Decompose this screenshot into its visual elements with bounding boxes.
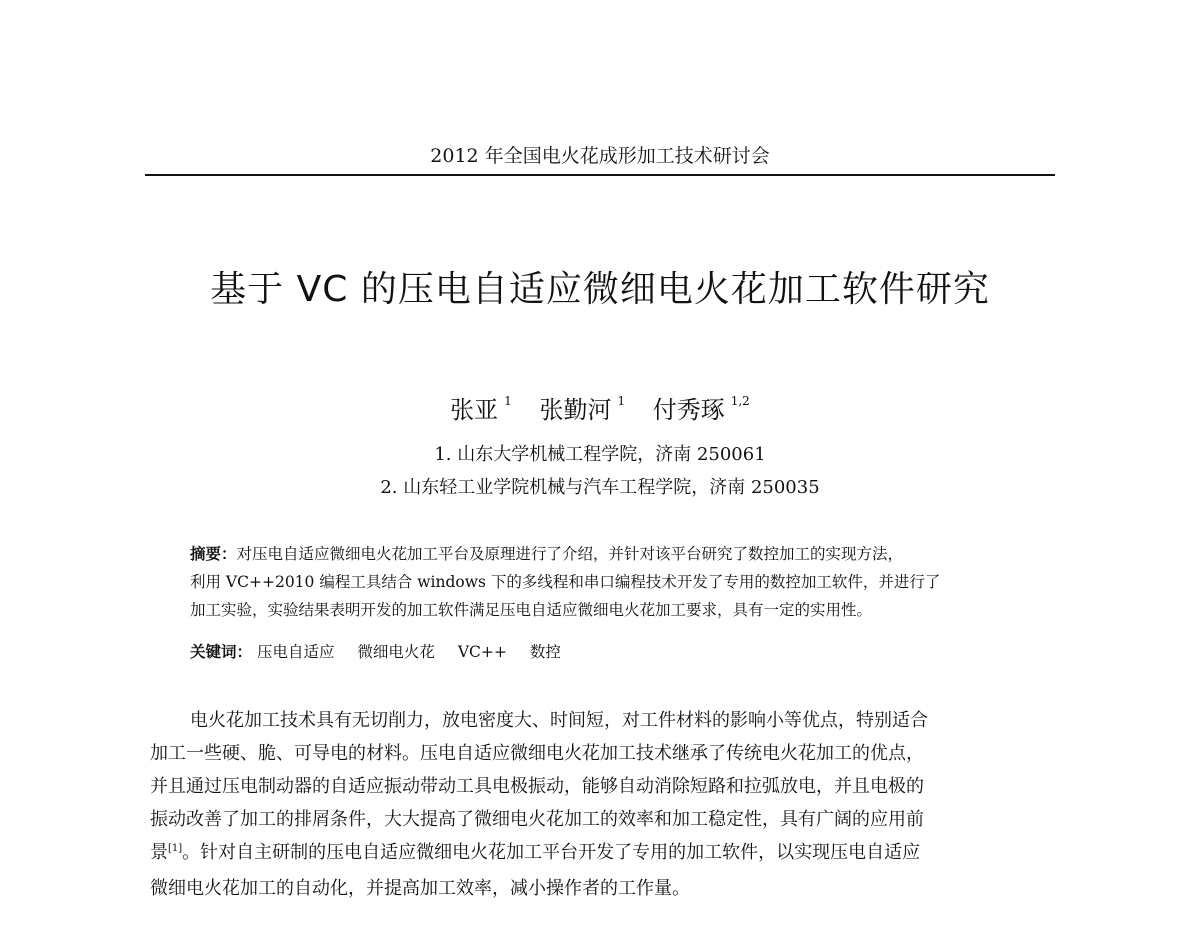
abstract — [190, 540, 1030, 624]
author — [539, 388, 625, 427]
header-rule — [145, 174, 1055, 176]
abstract-line: 利用 VC++2010 编程工具结合 windows 下的多线程和串口编程技术开发了专用的数控加工软件，并进行了 — [190, 573, 941, 591]
body-text: 景 — [150, 842, 168, 863]
abstract-line: 加工实验，实验结果表明开发的加工软件满足压电自适应微细电火花加工要求，具有一定的实用性。 — [190, 601, 873, 619]
body-line: 电火花加工技术具有无切削力，放电密度大、时间短，对工件材料的影响小等优点，特别适合 — [190, 710, 928, 731]
body-line: 微细电火花加工的自动化，并提高加工效率，减小操作者的工作量。 — [150, 878, 690, 899]
keywords-label: 关键词： — [190, 642, 253, 661]
keyword: 微细电火花 — [357, 643, 435, 661]
affiliation: 1. 山东大学机械工程学院，济南 250061 — [434, 444, 766, 465]
author-name: 张勤河 — [539, 396, 612, 424]
body-text: 。针对自主研制的压电自适应微细电火花加工平台开发了专用的加工软件，以实现压电自适应 — [182, 842, 921, 863]
author-affiliation-mark: 1 — [617, 394, 626, 408]
citation-ref[interactable]: [1] — [168, 843, 183, 854]
running-header: 2012 年全国电火花成形加工技术研讨会 — [430, 145, 770, 167]
author-affiliation-mark: 1,2 — [730, 394, 750, 408]
body-line: 振动改善了加工的排屑条件，大大提高了微细电火花加工的效率和加工稳定性，具有广阔的应用前 — [150, 809, 924, 830]
author-affiliation-mark: 1 — [504, 394, 512, 408]
body-line: 并且通过压电制动器的自适应振动带动工具电极振动，能够自动消除短路和拉弧放电，并且电极的 — [150, 776, 924, 797]
keywords — [190, 638, 1030, 666]
keyword: 数控 — [529, 643, 561, 661]
author — [653, 388, 750, 427]
keyword: 压电自适应 — [256, 643, 335, 661]
author — [450, 388, 512, 427]
body-line — [150, 836, 1060, 872]
author-name: 付秀琢 — [652, 396, 725, 424]
author-name: 张亚 — [450, 396, 499, 424]
body-line: 加工一些硬、脆、可导电的材料。压电自适应微细电火花加工技术继承了传统电火花加工的优点， — [150, 743, 924, 764]
author-list — [300, 388, 900, 427]
abstract-label: 摘要： — [190, 544, 237, 563]
affiliation: 2. 山东轻工业学院机械与汽车工程学院，济南 250035 — [380, 477, 820, 498]
paper-title: 基于 VC 的压电自适应微细电火花加工软件研究 — [210, 269, 990, 310]
abstract-line — [190, 540, 1030, 568]
body-paragraph — [150, 704, 1060, 905]
abstract-text: 对压电自适应微细电火花加工平台及原理进行了介绍，并针对该平台研究了数控加工的实现方法， — [236, 545, 904, 563]
keyword: VC++ — [457, 643, 507, 661]
